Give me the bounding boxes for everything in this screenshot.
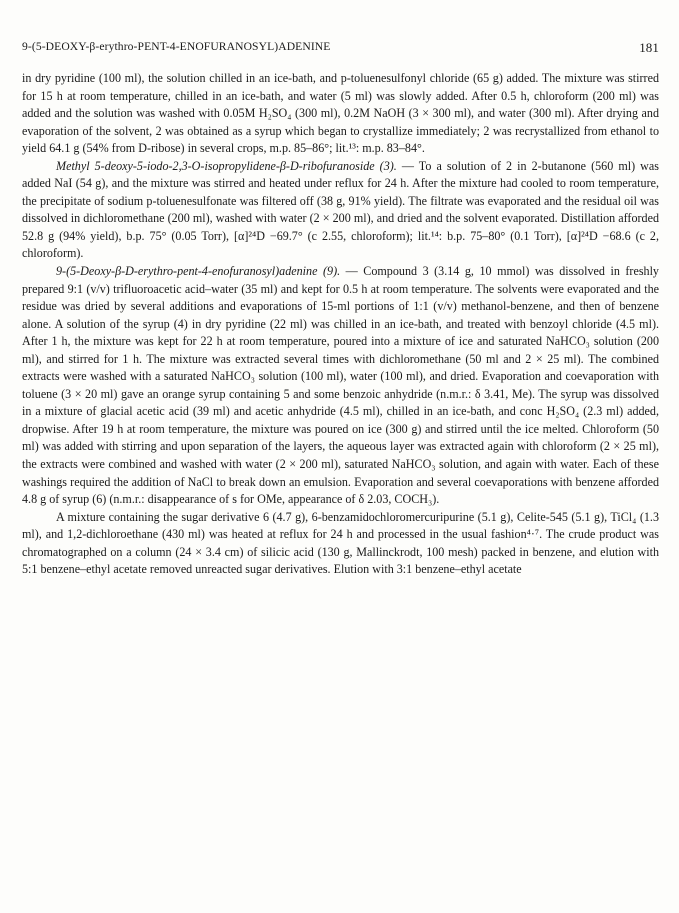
- compound-heading: 9-(5-Deoxy-β-D-erythro-pent-4-enofuranosyl)adenine (9).: [56, 264, 341, 279]
- paragraph-compound-9: [22, 263, 659, 509]
- paragraph-continuation: [22, 70, 659, 158]
- paragraph-text: A mixture containing the sugar derivative 6 (4.7 g), 6-benzamidochloromercuripurine (5.1 g), Celite-545 (5.1 g), TiCl₄ (1.3 ml), and 1,2-dichloroethane (430 ml) was heated at reflux for 24 h and processed in the usual fashion⁴·⁷. The crude product was chromatographed on a column (24 × 3.4 cm) of silicic acid (130 g, Mallinckrodt, 100 mesh) packed in benzene, and elution with 5:1 benzene–ethyl acetate removed unreacted sugar derivatives. Elution with 3:1 benzene–ethyl acetate: [22, 509, 659, 577]
- running-title: 9-(5-DEOXY-β-erythro-PENT-4-ENOFURANOSYL)ADENINE: [22, 40, 331, 53]
- running-header: [22, 40, 659, 60]
- paragraph-compound-3: [22, 158, 659, 263]
- paragraph-text: — To a solution of 2 in 2-butanone (560 ml) was added NaI (54 g), and the mixture was stirred and heated under reflux for 24 h. After the mixture had cooled to room temperature, the precipitate of sodium p-toluenesulfonate was filtered off (38 g, 91% yield). The filtrate was evaporated and the residual oil was dissolved in dichloromethane (200 ml), washed with water (2 × 200 ml), and dried and the solvent evaporated. Distillation afforded 52.8 g (94% yield), b.p. 75° (0.05 Torr), [α]²⁴D −69.7° (c 2.55, chloroform); lit.¹⁴: b.p. 75–80° (0.1 Torr), [α]²⁴D −68.6 (c 2, chloroform).: [22, 158, 659, 261]
- paragraph-text: — Compound 3 (3.14 g, 10 mmol) was dissolved in freshly prepared 9:1 (v/v) trifluoroacetic acid–water (35 ml) and kept for 0.5 h at room temperature. The solvents were evaporated and the residue was dried by several additions and evaporations of 15-ml portions of 1:1 (v/v) methanol-benzene, and then of benzene alone. A solution of the syrup (4) in dry pyridine (22 ml) was chilled in an ice-bath, and treated with benzoyl chloride (4.5 ml). After 1 h, the mixture was kept for 22 h at room temperature, poured into a mixture of ice and saturated NaHCO₃ solution (200 ml), and stirred for 1 h. The mixture was extracted several times with dichloromethane (50 ml and 2 × 25 ml). The combined extracts were washed with a saturated NaHCO₃ solution (100 ml), water (100 ml), and dried. Evaporation and coevaporation with toluene (3 × 20 ml) gave an orange syrup containing 5 and some benzoic anhydride (n.m.r.: δ 3.41, Me). The syrup was dissolved in a mixture of glacial acetic acid (39 ml) and acetic anhydride (4.5 ml), chilled in an ice-bath, and conc H₂SO₄ (2.3 ml) added, dropwise. After 19 h at room temperature, the mixture was poured on ice (300 g) and stirred until the ice melted. Chloroform (50 ml) was added with stirring and upon separation of the layers, the aqueous layer was extracted again with chloroform (2 × 25 ml), the extracts were combined and washed with water (2 × 200 ml), saturated NaHCO₃ solution, and again with water. Each of these washings required the addition of NaCl to break down an emulsion. Evaporation and several coevaporations with benzene afforded 4.8 g of syrup (6) (n.m.r.: disappearance of s for OMe, appearance of δ 2.03, COCH₃).: [22, 264, 659, 507]
- paragraph-text: in dry pyridine (100 ml), the solution chilled in an ice-bath, and p-toluenesulfonyl chloride (65 g) added. The mixture was stirred for 15 h at room temperature, chilled in an ice-bath, and water (5 ml) was slowly added. After 0.5 h, chloroform (200 ml) was added and the solution was washed with 0.05M H₂SO₄ (300 ml), 0.2M NaOH (3 × 300 ml), and water (300 ml). After drying and evaporation of the solvent, 2 was obtained as a syrup which began to crystallize immediately; 2 was recrystallized from ethanol to yield 64.1 g (54% from D-ribose) in several crops, m.p. 85–86°; lit.¹³: m.p. 83–84°.: [22, 71, 659, 156]
- body-text: [22, 70, 659, 579]
- page-number: 181: [639, 40, 659, 55]
- paragraph-glycosylation: [22, 509, 659, 579]
- compound-heading: Methyl 5-deoxy-5-iodo-2,3-O-isopropylidene-β-D-ribofuranoside (3).: [56, 158, 397, 173]
